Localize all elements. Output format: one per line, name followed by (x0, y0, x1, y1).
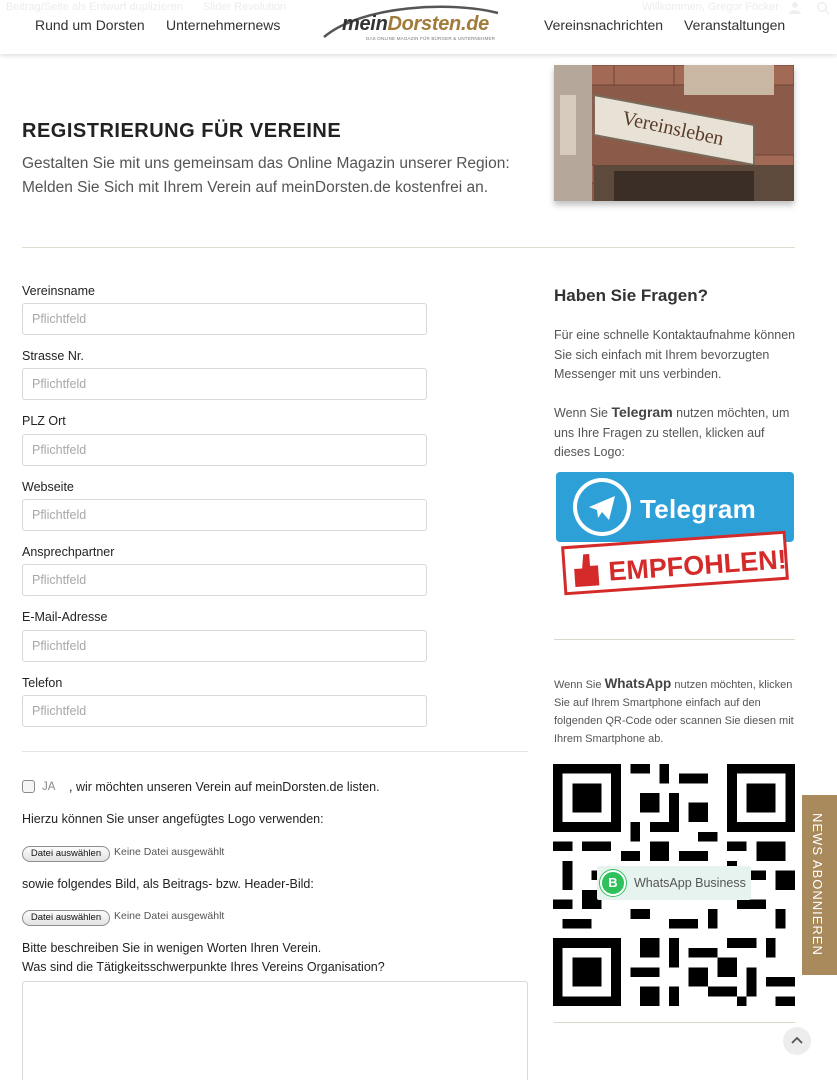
label-vereinsname: Vereinsname (22, 284, 95, 298)
divider (22, 247, 795, 248)
nav-veranstaltungen[interactable]: Veranstaltungen (684, 17, 786, 33)
sidebar-divider-bottom (554, 1022, 795, 1023)
sidebar-divider (554, 639, 795, 640)
label-webseite: Webseite (22, 480, 74, 494)
logo-tagline: DAS ONLINE MAGAZIN FÜR BÜRGER & UNTERNEHMER (366, 36, 496, 41)
image-upload-text: sowie folgendes Bild, als Beitrags- bzw. Header-Bild: (22, 877, 314, 891)
description-textarea[interactable] (22, 981, 528, 1080)
input-email[interactable] (22, 630, 427, 662)
input-strasse[interactable] (22, 368, 427, 400)
subtitle-line-2: Melden Sie Sich mit Ihrem Verein auf meinDorsten.de kostenfrei an. (22, 179, 489, 196)
scroll-to-top-button[interactable] (783, 1027, 811, 1055)
page-subtitle (22, 152, 542, 200)
describe-text-1: Bitte beschreiben Sie in wenigen Worten Ihren Verein. (22, 941, 322, 955)
form-divider (22, 751, 528, 752)
input-vereinsname[interactable] (22, 303, 427, 335)
label-strasse: Strasse Nr. (22, 349, 84, 363)
subtitle-line-1: Gestalten Sie mit uns gemeinsam das Online Magazin unserer Region: (22, 155, 510, 172)
news-subscribe-tab[interactable] (802, 795, 837, 975)
nav-rund-um-dorsten[interactable]: Rund um Dorsten (35, 17, 145, 33)
news-subscribe-label: NEWS ABONNIEREN (810, 813, 825, 956)
describe-text-2: Was sind die Tätigkeitsschwerpunkte Ihres Vereins Organisation? (22, 960, 385, 974)
input-ansprechpartner[interactable] (22, 564, 427, 596)
label-telefon: Telefon (22, 676, 63, 690)
checkbox-text: , wir möchten unseren Verein auf meinDorsten.de listen. (69, 780, 380, 794)
image-file-button[interactable]: Datei auswählen (22, 910, 110, 926)
telegram-icon (573, 478, 631, 536)
image-file-status: Keine Datei ausgewählt (114, 910, 225, 922)
telegram-word: Telegram (640, 494, 757, 524)
stamp-text: EMPFOHLEN! (607, 544, 788, 587)
whatsapp-business-label (597, 866, 751, 900)
empfohlen-stamp[interactable] (560, 530, 790, 596)
page-title: REGISTRIERUNG FÜR VEREINE (22, 120, 342, 142)
logo-upload-text: Hierzu können Sie unser angefügtes Logo verwenden: (22, 812, 324, 826)
checkbox-ja-label: JA (42, 781, 56, 793)
sidebar-title: Haben Sie Fragen? (554, 286, 708, 305)
logo-text: meinDorsten.de (342, 13, 489, 35)
listing-checkbox[interactable] (22, 780, 35, 793)
label-ansprechpartner: Ansprechpartner (22, 545, 115, 559)
whatsapp-business-text: WhatsApp Business (634, 876, 746, 890)
input-telefon[interactable] (22, 695, 427, 727)
nav-unternehmernews[interactable]: Unternehmernews (166, 17, 281, 33)
site-logo[interactable] (322, 3, 500, 47)
logo-file-status: Keine Datei ausgewählt (114, 846, 225, 858)
whatsapp-icon: B (600, 870, 626, 896)
input-plz-ort[interactable] (22, 434, 427, 466)
image-sign-text: Vereinsleben (620, 107, 726, 151)
chevron-up-icon (783, 1027, 811, 1055)
sidebar-whatsapp-text: Wenn Sie WhatsApp nutzen möchten, klicken Sie auf Ihrem Smartphone einfach auf den folgenden QR-Code oder scannen Sie diesen mit Ihrem Smartphone ab. (554, 676, 794, 745)
sidebar-telegram-text: Wenn Sie Telegram nutzen möchten, um uns Ihre Fragen zu stellen, klicken auf dieses Logo: (554, 404, 790, 459)
label-email: E-Mail-Adresse (22, 610, 108, 624)
label-plz-ort: PLZ Ort (22, 414, 66, 428)
input-webseite[interactable] (22, 499, 427, 531)
logo-file-button[interactable]: Datei auswählen (22, 846, 110, 862)
sidebar-intro: Für eine schnelle Kontaktaufnahme können Sie sich einfach mit Ihrem bevorzugten Messenger mit uns verbinden. (554, 328, 796, 381)
site-header (0, 0, 837, 54)
vereinsleben-image (554, 65, 794, 201)
nav-vereinsnachrichten[interactable]: Vereinsnachrichten (544, 17, 664, 33)
